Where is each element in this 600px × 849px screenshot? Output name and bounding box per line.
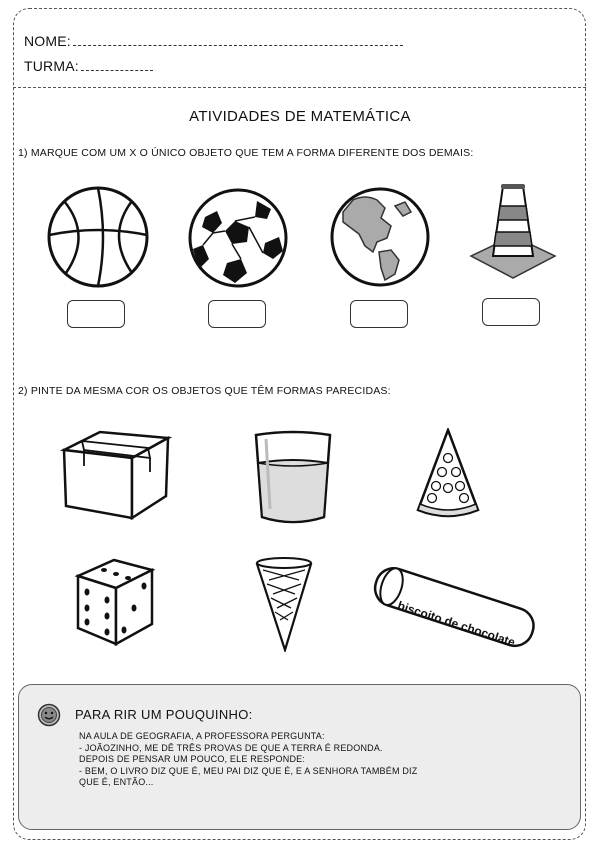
answer-box-4[interactable]: [482, 298, 540, 326]
smiley-icon: [37, 703, 61, 727]
question-1-text: 1) MARQUE COM UM X O ÚNICO OBJETO QUE TEM A FORMA DIFERENTE DOS DEMAIS:: [18, 147, 474, 159]
header-divider: [13, 87, 586, 88]
name-field[interactable]: [24, 33, 403, 49]
name-line[interactable]: [73, 35, 403, 46]
dice-icon: [74, 556, 156, 648]
answer-box-1[interactable]: [67, 300, 125, 328]
answer-box-2[interactable]: [208, 300, 266, 328]
joke-line: DEPOIS DE PENSAR UM POUCO, ELE RESPONDE:: [79, 754, 306, 764]
globe-icon: [329, 186, 431, 288]
pizza-slice-icon: [416, 428, 480, 524]
answer-box-3[interactable]: [350, 300, 408, 328]
class-label: TURMA:: [24, 58, 79, 74]
class-field[interactable]: [24, 58, 153, 74]
box-icon: [60, 428, 172, 522]
class-line[interactable]: [81, 60, 153, 71]
page-title: ATIVIDADES DE MATEMÁTICA: [189, 108, 411, 125]
joke-line: NA AULA DE GEOGRAFIA, A PROFESSORA PERGUNTA:: [79, 731, 325, 741]
joke-line: - JOÃOZINHO, ME DÊ TRÊS PROVAS DE QUE A TERRA É REDONDA.: [79, 742, 383, 753]
joke-line: - BEM, O LIVRO DIZ QUE É, MEU PAI DIZ QUE É, E A SENHORA TAMBÉM DIZ: [79, 765, 418, 776]
chocolate-biscuit-icon: [366, 566, 542, 650]
ice-cream-cone-icon: [255, 556, 313, 652]
soccer-ball-icon: [187, 187, 289, 289]
basketball-icon: [46, 185, 150, 289]
traffic-cone-icon: [469, 184, 557, 280]
joke-line: QUE É, ENTÃO...: [79, 777, 154, 787]
name-label: NOME:: [24, 33, 71, 49]
joke-title: PARA RIR UM POUQUINHO:: [75, 707, 253, 722]
question-2-text: 2) PINTE DA MESMA COR OS OBJETOS QUE TÊM FORMAS PARECIDAS:: [18, 385, 391, 397]
joke-text: [79, 731, 417, 789]
biscuit-label: biscoito de chocolate: [395, 598, 517, 650]
joke-panel: [18, 684, 581, 830]
glass-of-water-icon: [252, 429, 334, 527]
